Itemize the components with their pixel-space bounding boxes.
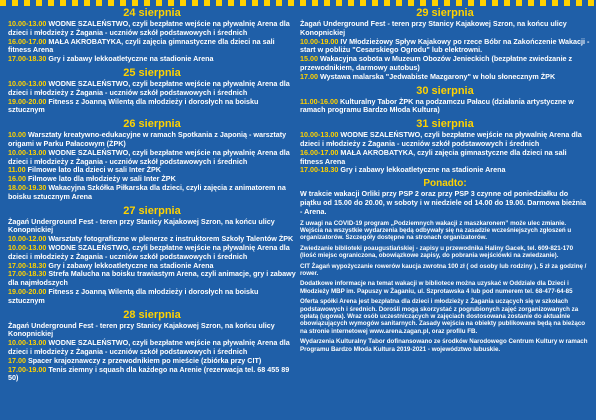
schedule-entry <box>8 244 296 262</box>
entry-time: 17.00 <box>300 71 318 81</box>
schedule-entry <box>8 366 296 384</box>
schedule-entry <box>300 166 590 175</box>
entry-time: 10.00-13.00 <box>8 147 47 157</box>
entry-time: 17.00-18.30 <box>8 260 47 270</box>
info-note: Dodatkowe informacje na temat wakacji w bibliotece można uzyskać w Oddziale dla Dzieci i Młodzieży MBP im. Papuszy w Żaganiu, ul. Szprotawska 4 lub pod numerem tel. 68-477-64-85 <box>300 280 573 295</box>
entry-time: 10.00-13.00 <box>8 78 47 88</box>
entry-text: Filmowe lato dla młodzieży w sali Inter ŻPK <box>28 174 176 184</box>
entry-text: Spacer krajoznawczy z przewodnikiem po mieście (zbiórka przy CIT) <box>28 355 262 365</box>
entry-time: 10.00-13.00 <box>8 338 47 348</box>
schedule-entry <box>300 98 590 116</box>
info-note: CIT Żagań wypożyczanie rowerów kaucja zwrotna 100 zł ( od osoby lub rodziny ), 5 zł za godzinę / rower. <box>300 262 587 277</box>
entry-time: 17.00-18.30 <box>300 165 339 175</box>
entry-time: 10.00-13.00 <box>300 130 339 140</box>
entry-text: Fitness z Joanną Wilentą dla młodzieży i dorosłych na boisku sztucznym <box>8 96 259 115</box>
entry-text: MAŁA AKROBATYKA, czyli zajęcia gimnastyczne dla dzieci na sali fitness Arena <box>300 147 567 166</box>
info-note: Oferta spółki Arena jest bezpłatna dla dzieci i młodzieży z Żagania uczących się w szkołach podstawowych i średnich. Dorośli mogą skorzystać z pogrubionych zajęć zorganizowanych za opłatą (ugowa). Wraz osób uczestniczących w zajęciach dostosowana zostanie do aktualnie obowiązujących wymogów sanitarnych. Zasady wejścia na obiekty publikowane będą na bieżąco na stronie internetowej www.arena.zagan.pl, oraz profilu FB. <box>300 298 586 335</box>
schedule-entry <box>300 20 590 38</box>
schedule-entry <box>8 339 296 357</box>
schedule-entry <box>300 131 590 149</box>
entry-time: 10.00-13.00 <box>8 19 47 28</box>
entry-time: 10.00-13.00 <box>8 242 47 252</box>
schedule-entry <box>8 270 296 288</box>
entry-time: 18.00-19.30 <box>8 182 47 192</box>
schedule-entry <box>8 288 296 306</box>
schedule-entry <box>8 131 296 149</box>
entry-time: 19.00-20.00 <box>8 96 47 106</box>
entry-text: Kulturalny Tabor ŻPK na podzamczu Pałacu (działania artystyczne w ramach programu Bardzo Młoda Kultura) <box>300 96 574 115</box>
schedule-entry <box>8 149 296 167</box>
day-title: 31 sierpnia <box>416 118 474 131</box>
entry-text: Żagań Underground Fest - teren przy Stanicy Kajakowej Szron, na końcu ulicy Konopnickiej <box>8 216 275 235</box>
entry-text: Żagań Underground Fest - teren przy Stanicy Kajakowej Szron, na końcu ulicy Konopnickiej <box>8 320 275 339</box>
schedule-entry <box>8 98 296 116</box>
schedule-entry <box>300 38 590 56</box>
entry-text: Filmowe lato dla dzieci w sali Inter ŻPK <box>27 165 161 175</box>
right-column <box>300 4 590 356</box>
schedule-entry <box>8 184 296 202</box>
entry-time: 17.00-18.30 <box>8 54 47 64</box>
info-note: Wydarzenia Kulturalny Tabor dofinansowano ze środków Narodowego Centrum Kultury w ramach Programu Bardzo Młoda Kultura 2019-2021 - województwo lubuskie. <box>300 338 588 353</box>
entry-time: 17.00-18.30 <box>8 269 47 279</box>
schedule-entry <box>300 149 590 167</box>
entry-time: 16.00 <box>8 174 26 184</box>
info-note: Zwiedzanie biblioteki poaugustiańskiej - zapisy u przewodnika Haliny Gacek, tel. 609-821-170 (liość miejsc ograniczona, obowiązkowe zapisy, do pobrania wejściówki na zwiedzanie). <box>300 244 574 260</box>
entry-text: Tenis ziemny i squash dla każdego na Arenie (rezerwacja tel. 68 455 89 50) <box>8 364 290 383</box>
schedule-entry <box>8 322 296 340</box>
entry-time: 15.00 <box>300 54 318 64</box>
entry-text: WODNE SZALEŃSTWO, czyli bezpłatne wejście na pływalnię Arena dla dzieci i młodzieży z Żagania - uczniów szkół podstawowych i średnich <box>8 19 290 37</box>
entry-time: 10.00-19.00 <box>300 36 339 46</box>
entry-text: MAŁA AKROBATYKA, czyli zajęcia gimnastyczne dla dzieci na sali fitness Arena <box>8 36 275 55</box>
entry-text: Warsztaty kreatywno-edukacyjne w ramach Spotkania z Japonią - warsztaty origami w Parku Pałacowym (ŻPK) <box>8 130 287 148</box>
entry-text: WODNE SZALEŃSTWO, czyli bezpłatne wejście na pływalnię Arena dla dzieci i młodzieży z Żagania - uczniów szkół podstawowych i średnich <box>8 242 290 261</box>
day-title: 29 sierpnia <box>416 7 474 19</box>
entry-time: 17.00-19.00 <box>8 364 47 374</box>
schedule-entry <box>8 80 296 98</box>
day-title: 28 sierpnia <box>123 308 181 321</box>
day-title: 30 sierpnia <box>416 84 474 97</box>
info-note: Z uwagi na COVID-19 program „Podziemnych wakacji z maszkaronem” może ulec zmianie. Wejścia na wszystkie wydarzenia będą odbywały się na zasadzie wcześniejszych zgłoszeń u organizatorów. Szczegóły dostępne na stronach organizatorów. <box>300 219 572 242</box>
entry-text: WODNE SZALEŃSTWO, czyli bezpłatne wejście na pływalnię Arena dla dzieci i młodzieży z Żagania - uczniów szkół podstawowych i średnich <box>8 78 290 97</box>
schedule-entry <box>8 20 296 38</box>
entry-time: 16.00-17.00 <box>300 147 339 157</box>
entry-time: 11.00-16.00 <box>300 96 338 106</box>
schedule-entry <box>8 55 296 64</box>
left-column <box>8 4 296 383</box>
day-title: 27 sierpnia <box>123 204 181 217</box>
entry-text: WODNE SZALEŃSTWO, czyli bezpłatne wejście na pływalnię Arena dla dzieci i młodzieży z Żagania - uczniów szkół podstawowych i średnich <box>300 130 582 148</box>
day-title: 26 sierpnia <box>123 118 181 131</box>
entry-text: Gry i zabawy lekkoatletyczne na stadionie Arena <box>48 54 214 64</box>
entry-text: Warsztaty fotograficzne w plenerze z instruktorem Szkoły Talentów ŻPK <box>48 234 294 244</box>
entry-text: Strefa Malucha na boisku trawiastym Arena, czyli animacje, gry i zabawy dla najmłodszych <box>8 269 296 288</box>
day-title: 24 sierpnia <box>123 7 181 19</box>
entry-text: Żagań Underground Fest - teren przy Stanicy Kajakowej Szron, na końcu ulicy Konopnickiej <box>300 19 567 37</box>
entry-time: 17.00 <box>8 355 26 365</box>
entry-text: IV Młodzieżowy Spływ Kajakowy po rzece Bóbr na Zakończenie Wakacji - start w pobliżu "Cesarskiego Ogrodu" lub elektrowni. <box>300 36 590 55</box>
day-title: 25 sierpnia <box>123 66 181 79</box>
entry-text: WODNE SZALEŃSTWO, czyli bezpłatne wejście na pływalnię Arena dla dzieci i młodzieży z Żagania - uczniów szkół podstawowych i średnich <box>8 338 290 356</box>
entry-text: Fitness z Joanną Wilentą dla młodzieży i dorosłych na boisku sztucznym <box>8 286 259 305</box>
entry-time: 10.00-12.00 <box>8 234 47 244</box>
schedule-entry <box>300 73 590 82</box>
entry-text: Wakacyjna sobota w Muzeum Obozów Jenieckich (bezpłatne zwiedzanie z przewodnikiem, darmowy autobus) <box>300 54 573 72</box>
entry-time: 11.00 <box>8 165 26 175</box>
ponadto-main: W trakcie wakacji Orliki przy PSP 2 oraz przy PSP 3 czynne od poniedziałku do piątku od 15.00 do 20.00, w soboty i w niedziele od 14.00 do 19.00. Darmowa bieżnia - Arena. <box>300 189 586 216</box>
entry-time: 10.00 <box>8 130 26 140</box>
entry-text: Wystawa malarska "Jedwabiste Mazgarony" w holu słonecznym ŻPK <box>320 71 556 81</box>
entry-text: Gry i zabawy lekkoatletyczne na stadionie Arena <box>48 260 214 270</box>
entry-text: Gry i zabawy lekkoatletyczne na stadionie Arena <box>340 165 506 175</box>
ponadto-title: Ponadto: <box>423 178 467 190</box>
schedule-entry <box>8 38 296 56</box>
entry-text: Wakacyjna Szkółka Piłkarska dla dzieci, czyli zajęcia z animatorem na boisku sztucznym Arena <box>8 182 286 201</box>
schedule-entry <box>8 218 296 236</box>
entry-time: 16.00-17.00 <box>8 36 47 46</box>
schedule-entry <box>300 55 590 73</box>
entry-text: WODNE SZALEŃSTWO, czyli bezpłatne wejście na pływalnię Arena dla dzieci i młodzieży z Żagania - uczniów szkół podstawowych i średnich <box>8 147 290 166</box>
entry-time: 19.00-20.00 <box>8 286 47 296</box>
